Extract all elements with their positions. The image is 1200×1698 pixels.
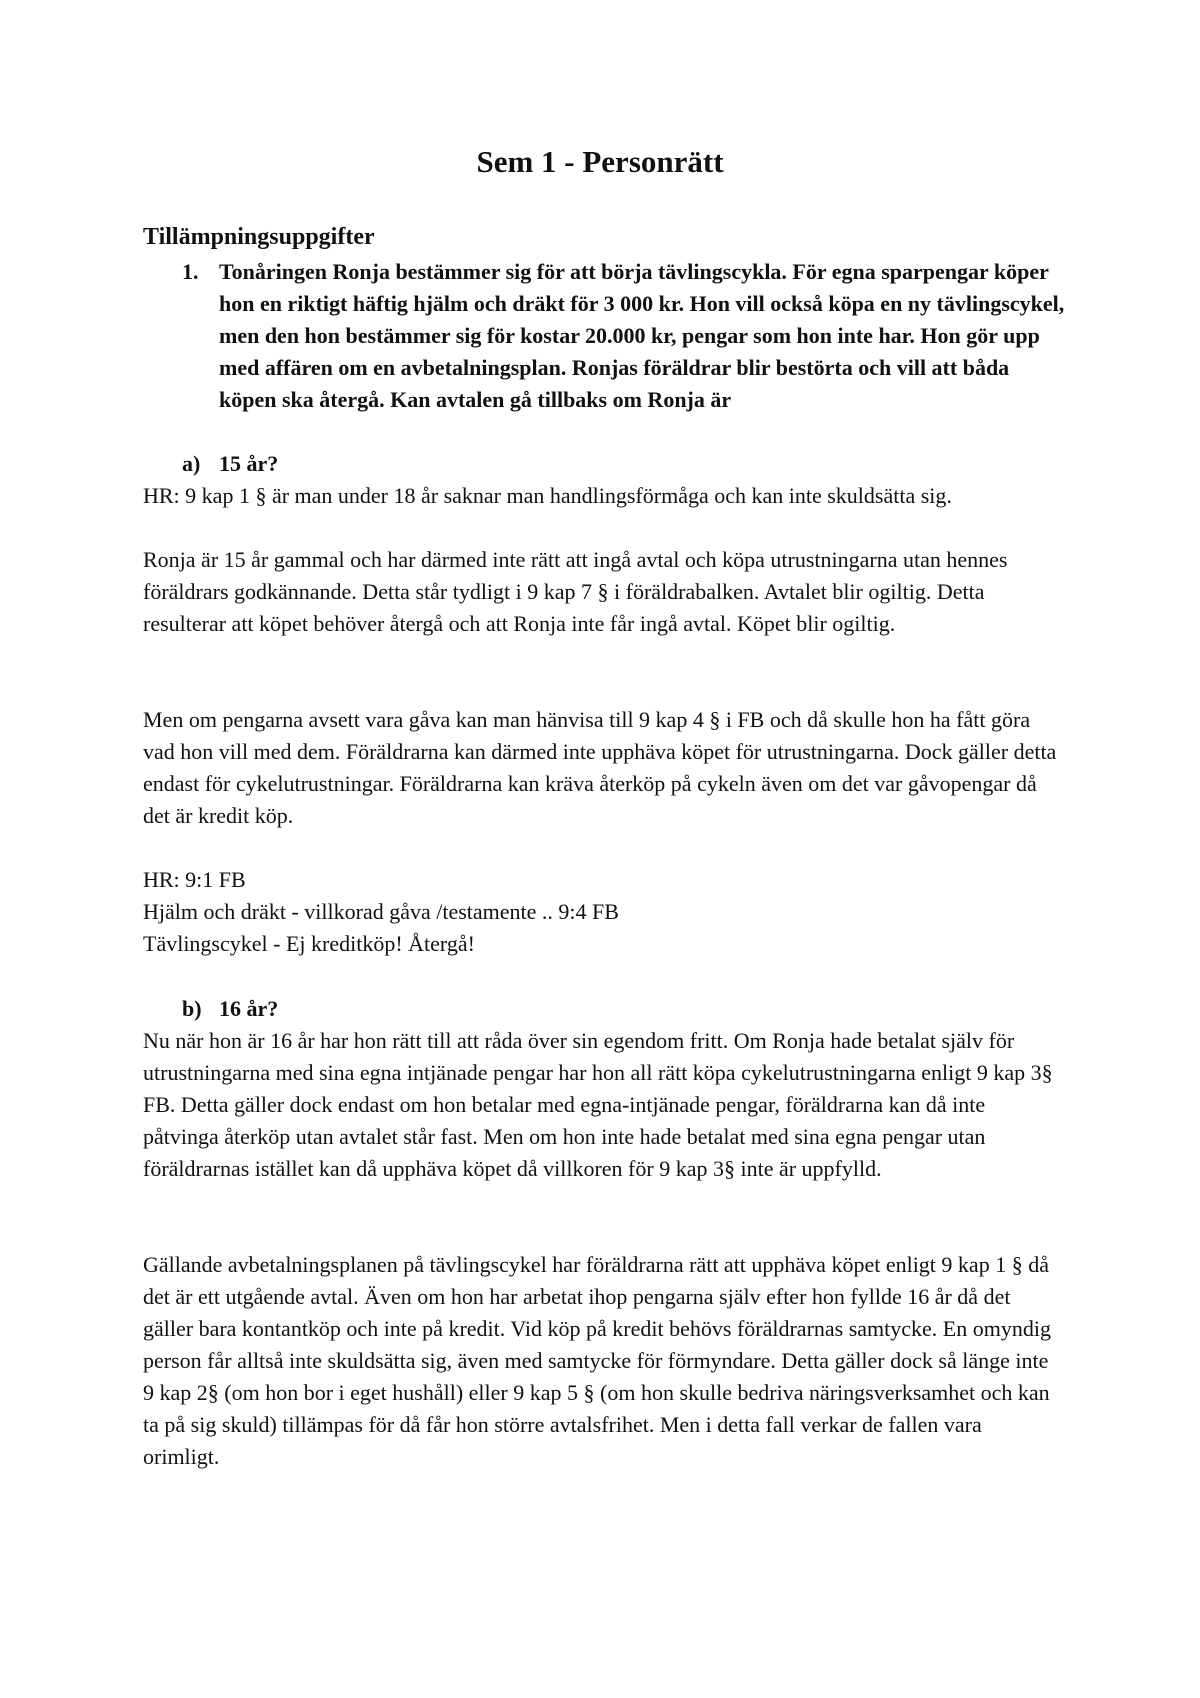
part-a-label: a) xyxy=(182,451,201,476)
document-title: Sem 1 - Personrätt xyxy=(476,144,724,179)
question-text: Tonåringen Ronja bestämmer sig för att börja tävlingscykla. För egna sparpengar köper hon en riktigt häftig hjälm och dräkt för 3 000 kr. Hon vill också köpa en ny tävlingscykel, men den hon bestämmer sig för kostar 20.000 kr, pengar som hon inte har. Hon gör upp med affären om en avbetalningsplan. Ronjas föräldrar blir bestörta och vill att båda köpen ska återgå. Kan avtalen gå tillbaks om Ronja är xyxy=(219,259,1065,412)
part-a-paragraph-2: Men om pengarna avsett vara gåva kan man hänvisa till 9 kap 4 § i FB och då skulle hon ha fått göra vad hon vill med dem. Föräldrarna kan därmed inte upphäva köpet för utrustningarna. Dock gäller detta endast för cykelutrustningar. Föräldrarna kan kräva återköp på cykeln även om det var gåvopengar då det är kredit köp. xyxy=(143,707,1057,828)
part-a-text: 15 år? xyxy=(219,451,279,476)
question-number: 1. xyxy=(182,259,199,284)
part-b-label: b) xyxy=(182,996,202,1021)
summary-line-3: Tävlingscykel - Ej kreditköp! Återgå! xyxy=(143,931,475,956)
summary-line-1: HR: 9:1 FB xyxy=(143,867,246,892)
part-b-paragraph-1: Nu när hon är 16 år har hon rätt till att råda över sin egendom fritt. Om Ronja hade betalat själv för utrustningarna med sina egna intjänade pengar har hon all rätt köpa cykelutrustningarna enligt 9 kap 3§ FB. Detta gäller dock endast om hon betalar med egna-intjänade pengar, föräldrarna kan då inte påtvinga återköp utan avtalet står fast. Men om hon inte hade betalat med sina egna pengar utan föräldrarnas istället kan då upphäva köpet då villkoren för 9 kap 3§ inte är uppfylld. xyxy=(143,1028,1053,1181)
summary-line-2: Hjälm och dräkt - villkorad gåva /testamente .. 9:4 FB xyxy=(143,899,619,924)
part-b-text: 16 år? xyxy=(219,996,279,1021)
part-a-summary xyxy=(143,864,1063,960)
part-a-hr-line: HR: 9 kap 1 § är man under 18 år saknar man handlingsförmåga och kan inte skuldsätta sig. xyxy=(143,483,952,508)
part-b-paragraph-2: Gällande avbetalningsplanen på tävlingscykel har föräldrarna rätt att upphäva köpet enligt 9 kap 1 § då det är ett utgående avtal. Även om hon har arbetat ihop pengarna själv efter hon fyllde 16 år då det gäller bara kontantköp och inte på kredit. Vid köp på kredit behövs föräldrarnas samtycke. En omyndig person får alltså inte skuldsätta sig, även med samtycke för förmyndare. Detta gäller dock så länge inte 9 kap 2§ (om hon bor i eget hushåll) eller 9 kap 5 § (om hon skulle bedriva näringsverksamhet och kan ta på sig skuld) tillämpas för då får hon större avtalsfrihet. Men i detta fall verkar de fallen vara orimligt. xyxy=(143,1252,1051,1469)
part-a-paragraph-1: Ronja är 15 år gammal och har därmed inte rätt att ingå avtal och köpa utrustningarna utan hennes föräldrars godkännande. Detta står tydligt i 9 kap 7 § i föräldrabalken. Avtalet blir ogiltig. Detta resulterar att köpet behöver återgå och att Ronja inte får ingå avtal. Köpet blir ogiltig. xyxy=(143,547,1008,636)
section-heading: Tillämpningsuppgifter xyxy=(143,224,375,250)
